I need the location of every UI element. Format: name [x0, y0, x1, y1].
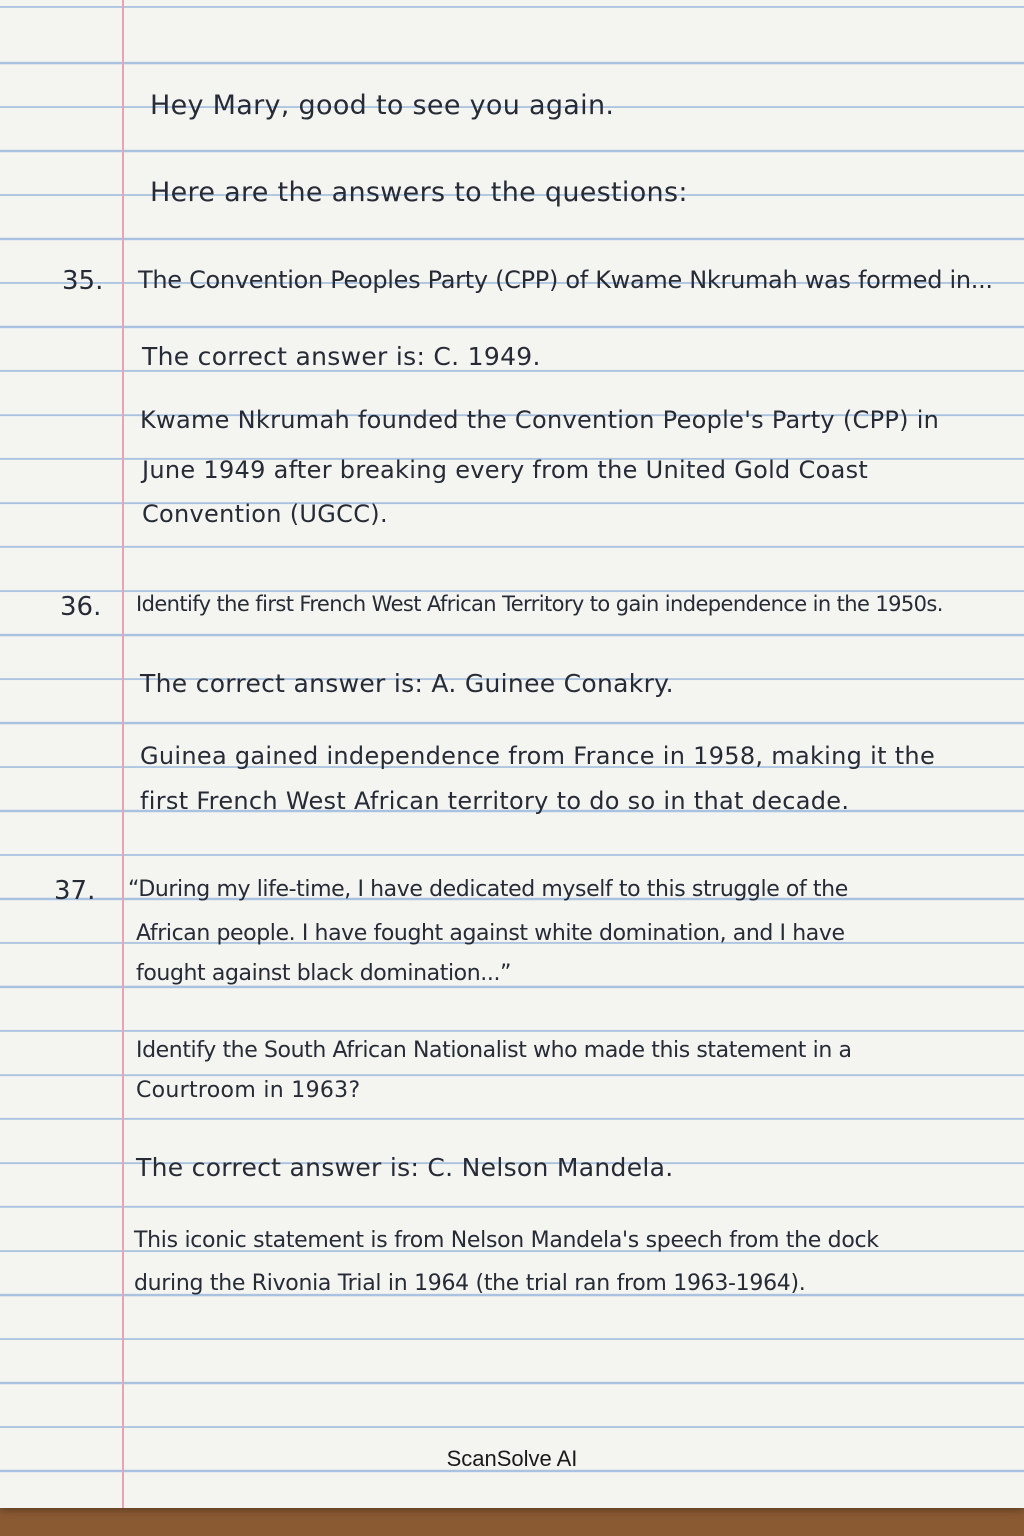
question-36-prompt: Identify the first French West African Territory to gain independence in the 1950s. — [136, 592, 943, 616]
question-35-explanation-line: Convention (UGCC). — [142, 500, 388, 528]
question-37-quote-line: African people. I have fought against white domination, and I have — [136, 921, 845, 946]
question-36-explanation-line: Guinea gained independence from France in 1958, making it the — [140, 742, 936, 770]
intro-text: Here are the answers to the questions: — [150, 177, 688, 208]
question-37-prompt-line: Identify the South African Nationalist who made this statement in a — [136, 1038, 852, 1063]
question-36-explanation-line: first French West African territory to do so in that decade. — [140, 787, 850, 815]
question-37-quote-line: fought against black domination...” — [136, 961, 512, 986]
question-37-explanation-line: This iconic statement is from Nelson Mandela's speech from the dock — [134, 1228, 879, 1253]
question-36-answer: The correct answer is: A. Guinee Conakry. — [140, 669, 674, 698]
question-37-answer: The correct answer is: C. Nelson Mandela. — [136, 1153, 674, 1182]
question-number-35: 35. — [62, 266, 104, 296]
question-35-explanation-line: June 1949 after breaking every from the United Gold Coast — [142, 456, 869, 484]
watermark: ScanSolve AI — [446, 1446, 578, 1471]
question-35-explanation-line: Kwame Nkrumah founded the Convention People's Party (CPP) in — [140, 406, 940, 434]
question-number-37: 37. — [54, 876, 96, 906]
question-37-prompt-line: Courtroom in 1963? — [136, 1078, 361, 1103]
question-35-answer: The correct answer is: C. 1949. — [142, 342, 541, 371]
margin-line — [122, 0, 124, 1508]
question-37-quote-line: “During my life-time, I have dedicated myself to this struggle of the — [128, 877, 848, 902]
question-37-explanation-line: during the Rivonia Trial in 1964 (the trial ran from 1963-1964). — [134, 1271, 806, 1296]
question-35-prompt: The Convention Peoples Party (CPP) of Kwame Nkrumah was formed in... — [138, 266, 993, 294]
greeting-text: Hey Mary, good to see you again. — [150, 90, 615, 121]
question-number-36: 36. — [60, 592, 102, 622]
